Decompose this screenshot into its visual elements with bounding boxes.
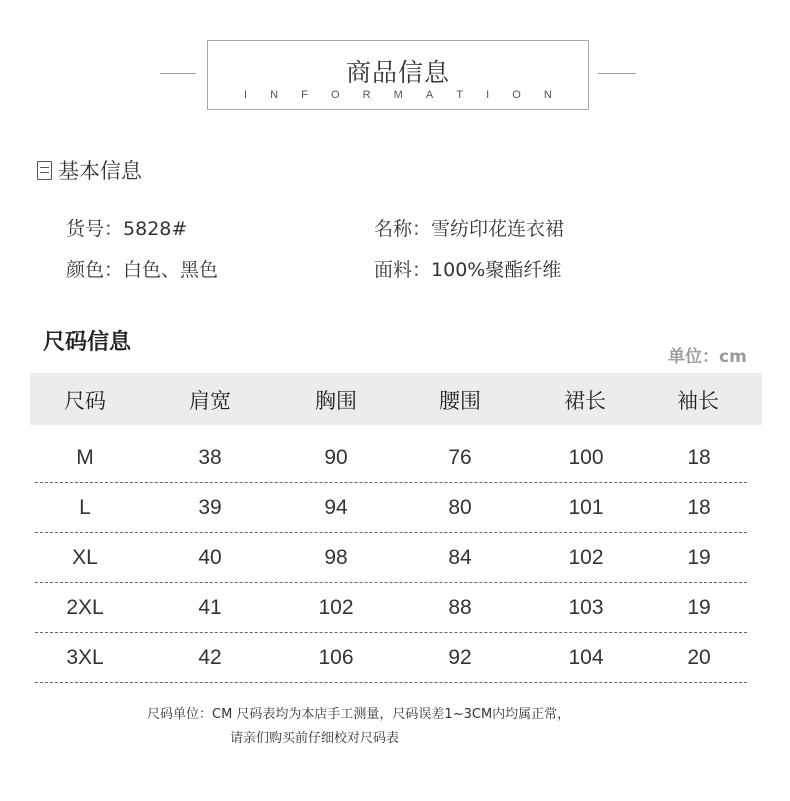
table-cell: 100 [568,446,604,469]
info-value: 白色、黑色 [123,259,219,281]
table-cell: 41 [198,596,222,619]
size-note-line-1: 尺码单位：CM 尺码表均为本店手工测量，尺码误差1~3CM内均属正常， [147,707,571,722]
table-cell: 38 [198,446,222,469]
table-cell: 84 [448,546,472,569]
info-key: 颜色： [66,259,124,281]
info-value: 雪纺印花连衣裙 [431,218,565,240]
row-divider [35,682,747,683]
header-left-rule [160,73,196,74]
table-row [35,533,747,583]
table-cell: 102 [318,596,354,619]
column-header: 裙长 [564,389,606,413]
size-info-title: 尺码信息 [43,330,132,355]
subtitle-letter: O [330,89,340,101]
header-subtitle [244,89,552,101]
header-right-rule [598,73,636,74]
subtitle-letter: A [425,89,434,101]
size-table-header [30,373,762,425]
basic-info-heading [37,155,142,185]
subtitle-letter: T [456,89,464,101]
table-cell: 2XL [66,596,104,619]
subtitle-letter: N [270,89,279,101]
table-cell: 39 [198,496,222,519]
subtitle-letter: N [543,89,552,101]
table-cell: 92 [448,646,472,669]
info-value: 100%聚酯纤维 [431,259,562,281]
table-cell: 88 [448,596,472,619]
table-cell: 42 [198,646,222,669]
info-item-name [374,214,564,241]
table-row [35,583,747,633]
subtitle-letter: F [301,89,308,101]
info-value: 5828# [123,218,188,240]
column-header: 胸围 [315,389,357,413]
table-row [35,633,747,683]
column-header: 袖长 [677,389,719,413]
table-cell: L [79,496,91,519]
table-cell: XL [72,546,98,569]
table-cell: 20 [687,646,711,669]
subtitle-letter: I [244,89,248,101]
table-cell: 106 [318,646,354,669]
table-cell: 104 [568,646,604,669]
column-header: 肩宽 [189,389,231,413]
size-note-line-2: 请亲们购买前仔细校对尺码表 [230,731,400,746]
subtitle-letter: O [512,89,521,101]
table-cell: 3XL [66,646,104,669]
info-item-sku [66,214,187,241]
table-cell: 90 [324,446,348,469]
table-cell: 98 [324,546,348,569]
table-cell: 103 [568,596,604,619]
basic-info-title: 基本信息 [58,159,142,183]
info-key: 货号： [66,218,124,240]
table-cell: 18 [687,446,711,469]
column-header: 尺码 [64,389,106,413]
document-icon [37,161,52,180]
table-cell: 19 [687,596,711,619]
table-cell: 40 [198,546,222,569]
subtitle-letter: I [486,89,490,101]
table-row [35,483,747,533]
table-cell: M [76,446,94,469]
info-key: 名称： [374,218,432,240]
table-cell: 101 [568,496,604,519]
unit-label: 单位：cm [668,347,747,367]
table-cell: 80 [448,496,472,519]
table-cell: 94 [324,496,348,519]
header-box [207,40,589,110]
header-title: 商品信息 [345,58,450,87]
info-key: 面料： [374,259,432,281]
table-cell: 102 [568,546,604,569]
column-header: 腰围 [439,389,481,413]
subtitle-letter: R [362,89,371,101]
subtitle-letter: M [393,89,403,101]
table-cell: 76 [448,446,472,469]
info-item-color [66,255,218,282]
table-cell: 18 [687,496,711,519]
table-row [35,433,747,483]
table-cell: 19 [687,546,711,569]
info-item-fabric [374,255,561,282]
